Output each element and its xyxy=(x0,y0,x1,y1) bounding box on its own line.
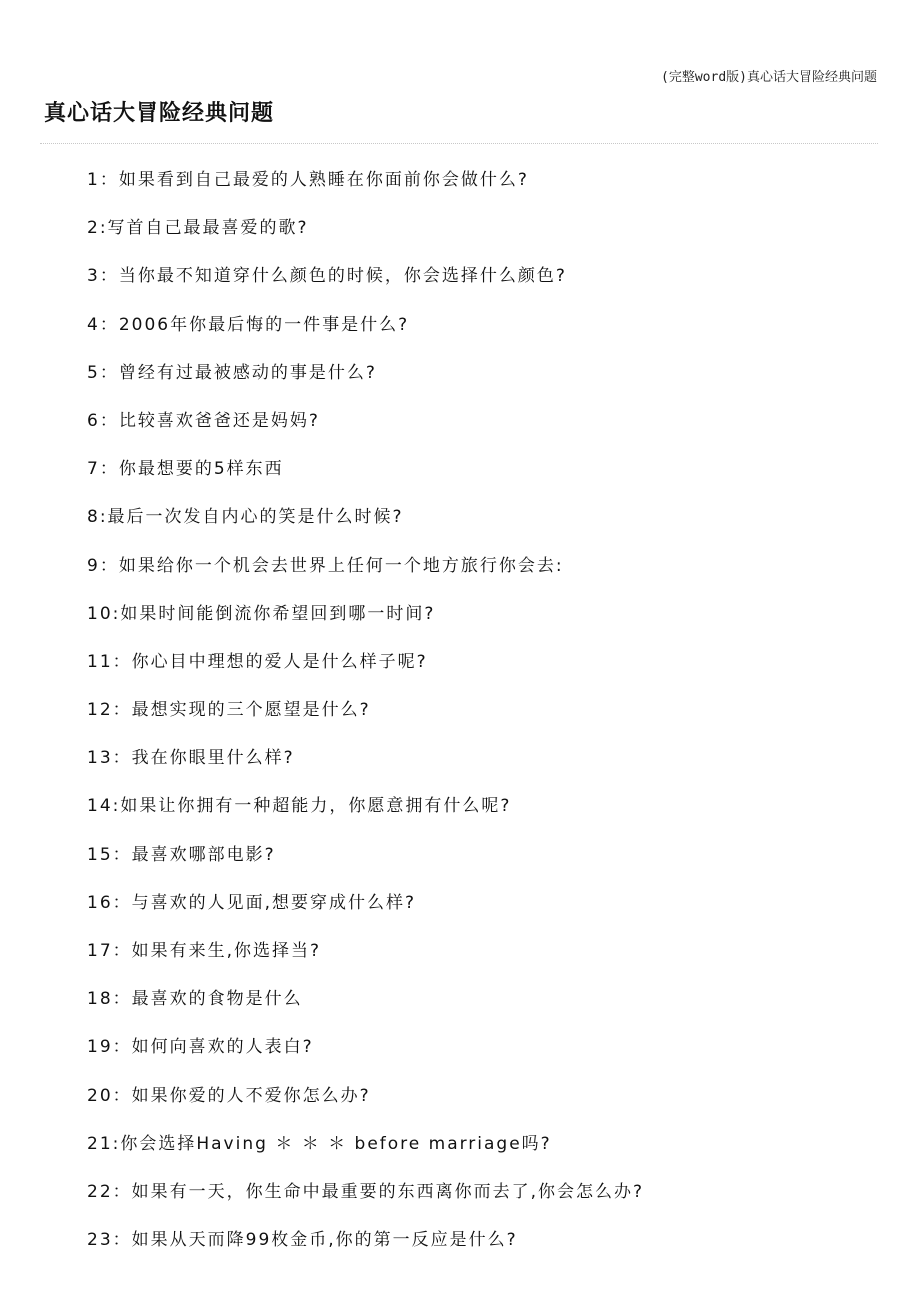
list-item: 9：如果给你一个机会去世界上任何一个地方旅行你会去: xyxy=(87,555,564,576)
list-item: 17：如果有来生,你选择当? xyxy=(87,941,322,961)
list-item: 16：与喜欢的人见面,想要穿成什么样? xyxy=(87,892,417,913)
list-item: 11：你心目中理想的爱人是什么样子呢? xyxy=(87,651,428,672)
page-title: 真心话大冒险经典问题 xyxy=(44,101,275,126)
list-item: 21:你会选择Having ＊ ＊ ＊ before marriage吗? xyxy=(87,1133,552,1154)
list-item: 23：如果从天而降99枚金币,你的第一反应是什么? xyxy=(87,1230,518,1251)
divider xyxy=(40,143,878,144)
list-item: 12：最想实现的三个愿望是什么? xyxy=(87,700,371,721)
list-item: 4：2006年你最后悔的一件事是什么? xyxy=(87,314,410,335)
list-item: 1：如果看到自己最爱的人熟睡在你面前你会做什么? xyxy=(87,170,529,190)
list-item: 5：曾经有过最被感动的事是什么? xyxy=(87,362,377,383)
list-item: 19：如何向喜欢的人表白? xyxy=(87,1037,314,1058)
list-item: 22：如果有一天，你生命中最重要的东西离你而去了,你会怎么办? xyxy=(87,1181,645,1202)
list-item: 3：当你最不知道穿什么颜色的时候，你会选择什么颜色? xyxy=(87,266,567,287)
list-item: 14:如果让你拥有一种超能力，你愿意拥有什么呢? xyxy=(87,796,512,817)
list-item: 6：比较喜欢爸爸还是妈妈? xyxy=(87,410,320,431)
running-header: (完整word版)真心话大冒险经典问题 xyxy=(661,70,877,85)
question-list xyxy=(87,168,644,1276)
list-item: 2:写首自己最最喜爱的歌? xyxy=(87,218,309,239)
list-item: 18：最喜欢的食物是什么 xyxy=(87,989,303,1010)
list-item: 15：最喜欢哪部电影? xyxy=(87,844,276,865)
list-item: 7：你最想要的5样东西 xyxy=(87,459,284,480)
list-item: 8:最后一次发自内心的笑是什么时候? xyxy=(87,507,404,528)
list-item: 10:如果时间能倒流你希望回到哪一时间? xyxy=(87,603,436,624)
list-item: 20：如果你爱的人不爱你怎么办? xyxy=(87,1085,371,1106)
list-item: 13：我在你眼里什么样? xyxy=(87,748,295,769)
